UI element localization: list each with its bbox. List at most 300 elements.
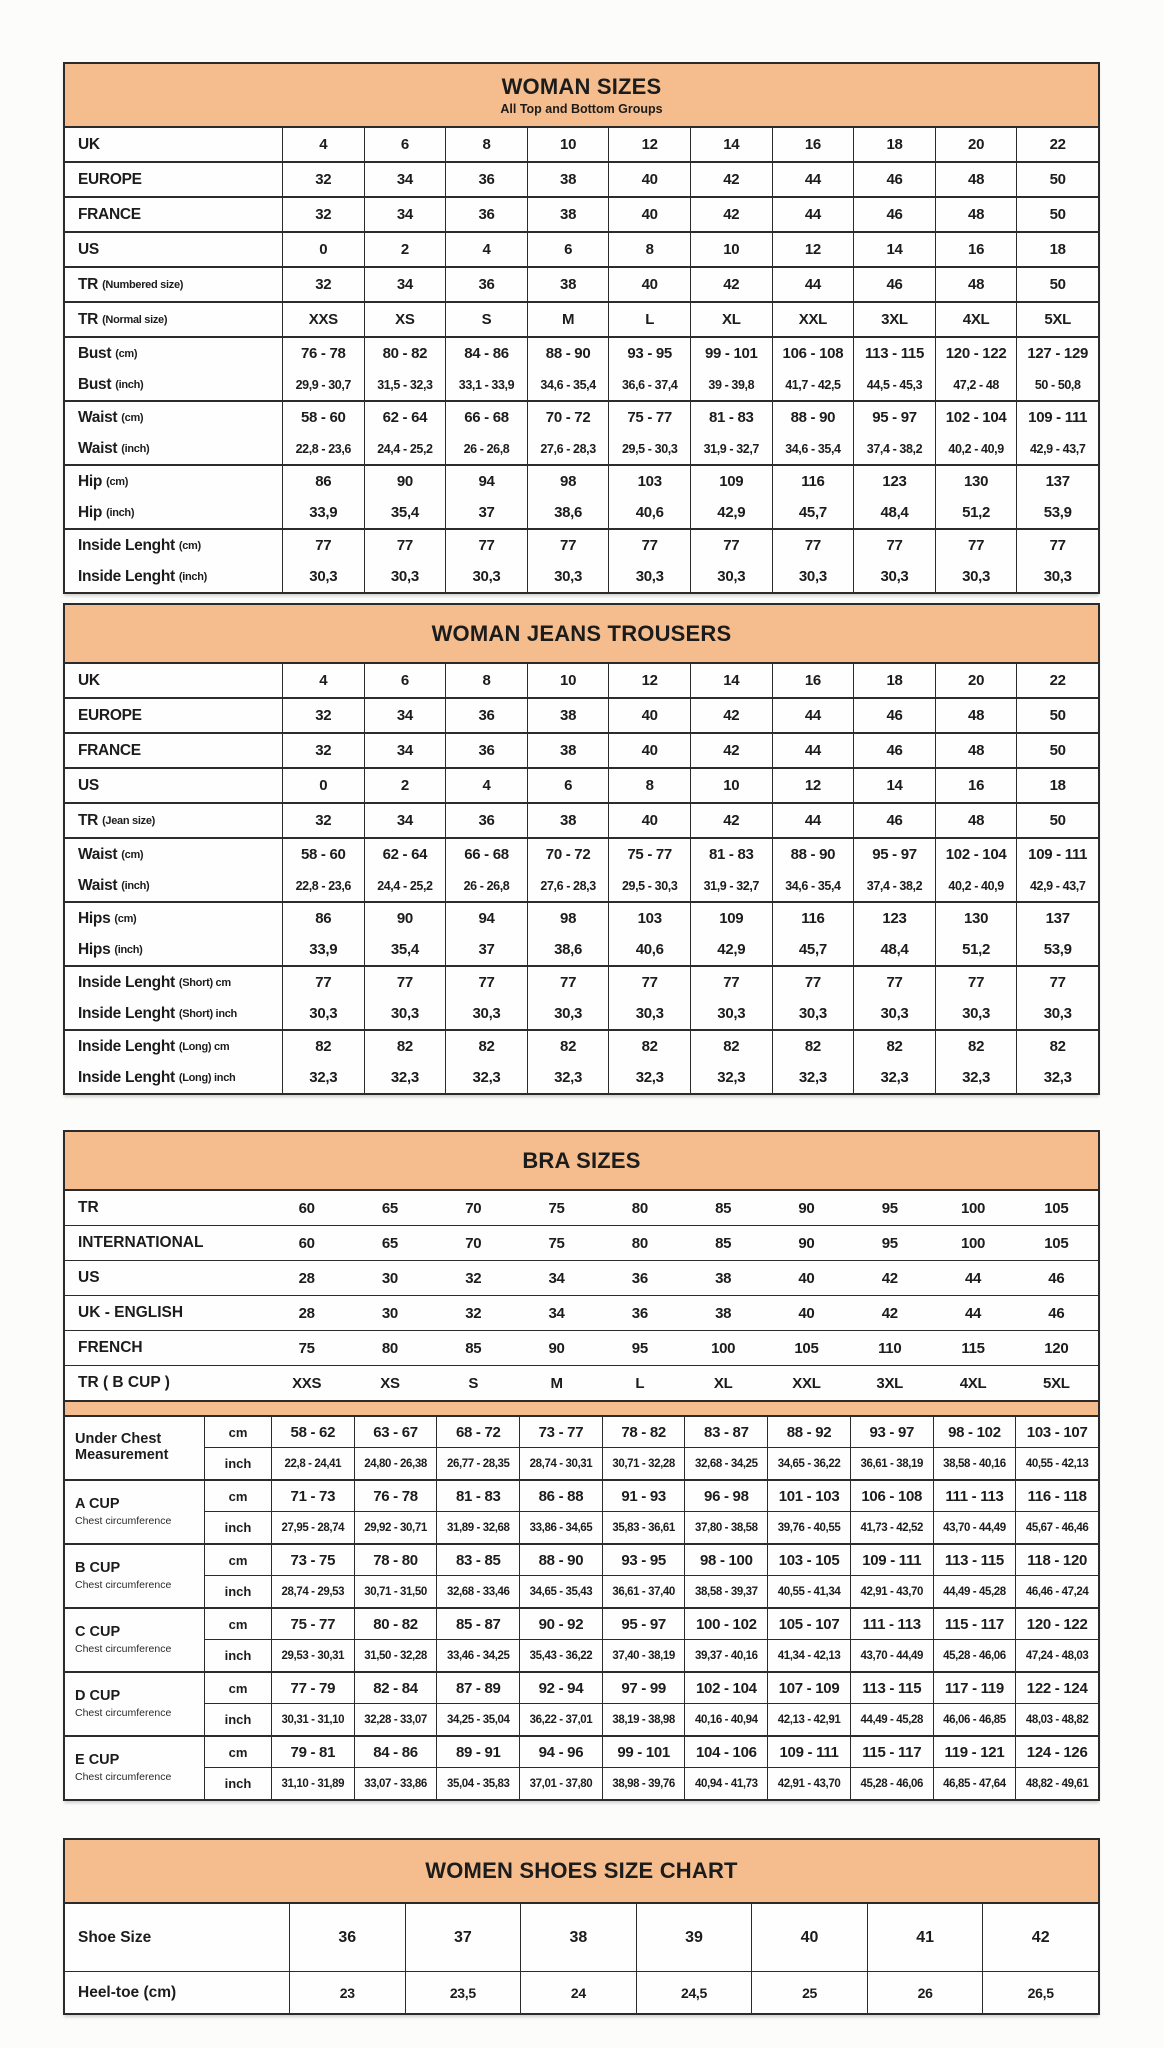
size-value-cell: 34,65 - 35,43 bbox=[519, 1576, 602, 1607]
size-value-cell: 41 bbox=[867, 1904, 983, 1971]
size-value-cell: 124 - 126 bbox=[1015, 1737, 1098, 1768]
size-value-cell: 30,3 bbox=[1016, 561, 1098, 592]
size-value-cell: 34 bbox=[364, 198, 446, 231]
size-value-cell: 12 bbox=[772, 769, 854, 802]
size-value-cell: 35,4 bbox=[364, 497, 446, 528]
table-row bbox=[65, 934, 1098, 965]
size-value-cell: 44 bbox=[772, 699, 854, 732]
size-value-cell: 116 bbox=[772, 903, 854, 934]
row-label-text: FRANCE bbox=[78, 205, 141, 223]
size-value-cell: 30,71 - 32,28 bbox=[602, 1448, 685, 1479]
size-value-cell: 44 bbox=[772, 734, 854, 767]
size-value-cell: 4 bbox=[445, 769, 527, 802]
size-value-cell: 36,6 - 37,4 bbox=[608, 369, 690, 400]
size-value-cell: 32 bbox=[465, 1304, 482, 1322]
row-label bbox=[65, 128, 282, 161]
size-value-cell: 29,92 - 30,71 bbox=[354, 1512, 437, 1543]
size-value-cell: 33,07 - 33,86 bbox=[354, 1768, 437, 1799]
table-row bbox=[65, 466, 1098, 497]
size-value-cell: 43,70 - 44,49 bbox=[850, 1640, 933, 1671]
row-label bbox=[65, 967, 282, 998]
size-value-cell: 10 bbox=[527, 664, 609, 697]
size-value-cell: 80 bbox=[631, 1199, 648, 1217]
size-value-cell: 38,6 bbox=[527, 497, 609, 528]
row-label-unit: (Short) inch bbox=[178, 1007, 237, 1020]
unit-label: inch bbox=[224, 1456, 252, 1471]
size-value-cell: 35,4 bbox=[364, 934, 446, 965]
size-value-cell: 30 bbox=[381, 1304, 398, 1322]
size-value-cell: 29,53 - 30,31 bbox=[271, 1640, 354, 1671]
table-row bbox=[65, 967, 1098, 998]
size-value-cell: 100 bbox=[960, 1199, 986, 1217]
size-value-cell: 82 bbox=[527, 1031, 609, 1062]
table-row-group bbox=[65, 769, 1098, 804]
woman-sizes-subtitle: All Top and Bottom Groups bbox=[500, 102, 663, 116]
table-row bbox=[65, 1366, 1098, 1400]
size-value-cell: 32 bbox=[282, 804, 364, 837]
size-value-cell: 103 - 105 bbox=[767, 1545, 850, 1576]
row-label bbox=[65, 369, 282, 400]
size-value-cell: 63 - 67 bbox=[354, 1417, 437, 1448]
size-value-cell: 3XL bbox=[853, 303, 935, 336]
size-value-cell: XXL bbox=[772, 303, 854, 336]
cup-label-text: A CUP bbox=[75, 1496, 120, 1513]
bra-sizes-title: BRA SIZES bbox=[522, 1147, 641, 1173]
size-value-cell: 46 bbox=[853, 268, 935, 301]
size-value-cell: 27,6 - 28,3 bbox=[527, 433, 609, 464]
woman-jeans-header bbox=[65, 605, 1098, 664]
size-value-cell: 137 bbox=[1016, 466, 1098, 497]
size-value-cell: 30,3 bbox=[772, 998, 854, 1029]
size-value-cell: 77 bbox=[772, 530, 854, 561]
size-value-cell: 10 bbox=[690, 769, 772, 802]
size-value-cell: 103 bbox=[608, 466, 690, 497]
size-value-cell: 90 - 92 bbox=[519, 1609, 602, 1640]
size-value-cell: 46 bbox=[853, 699, 935, 732]
size-value-cell: 36 bbox=[445, 699, 527, 732]
row-label bbox=[65, 1673, 205, 1735]
size-value-cell: 77 bbox=[690, 967, 772, 998]
size-value-cell: 32 bbox=[465, 1269, 482, 1287]
size-value-cell: 37,4 - 38,2 bbox=[853, 433, 935, 464]
woman-sizes-rows bbox=[65, 128, 1098, 592]
cup-label-text: E CUP bbox=[75, 1752, 120, 1769]
size-value-cell: 24,4 - 25,2 bbox=[364, 870, 446, 901]
size-value-cell: 48 bbox=[935, 163, 1017, 196]
size-value-cell: 35,43 - 36,22 bbox=[519, 1640, 602, 1671]
size-value-cell: 109 bbox=[690, 466, 772, 497]
size-value-cell: XXS bbox=[292, 1374, 322, 1392]
size-value-cell: 32,3 bbox=[527, 1062, 609, 1093]
size-value-cell: 33,86 - 34,65 bbox=[519, 1512, 602, 1543]
size-value-cell: 77 - 79 bbox=[271, 1673, 354, 1704]
size-value-cell: 37 bbox=[445, 497, 527, 528]
size-value-cell: 47,2 - 48 bbox=[935, 369, 1017, 400]
row-label bbox=[65, 903, 282, 934]
size-value-cell: 38,58 - 40,16 bbox=[933, 1448, 1016, 1479]
size-value-cell: 65 bbox=[381, 1199, 398, 1217]
row-label bbox=[65, 804, 282, 837]
size-value-cell: 109 bbox=[690, 903, 772, 934]
table-row-group bbox=[65, 699, 1098, 734]
size-value-cell: 34 bbox=[548, 1304, 565, 1322]
size-value-cell: 50 bbox=[1016, 804, 1098, 837]
size-value-cell: 77 bbox=[445, 967, 527, 998]
size-value-cell: S bbox=[468, 1374, 479, 1392]
size-value-cell: 31,5 - 32,3 bbox=[364, 369, 446, 400]
size-value-cell: 77 bbox=[527, 967, 609, 998]
row-label-unit: (Numbered size) bbox=[102, 278, 184, 291]
table-row-group bbox=[65, 338, 1098, 402]
size-value-cell: 37 bbox=[405, 1904, 521, 1971]
cup-label-subtext: Chest circumference bbox=[75, 1706, 172, 1719]
size-value-cell: 85 bbox=[465, 1339, 482, 1357]
table-row bbox=[65, 233, 1098, 266]
unit-label: cm bbox=[205, 1737, 271, 1768]
size-value-cell: 40,6 bbox=[608, 934, 690, 965]
row-label-text: Hips bbox=[78, 909, 111, 927]
unit-label: inch bbox=[224, 1712, 252, 1727]
size-value-cell: 116 - 118 bbox=[1015, 1481, 1098, 1512]
size-value-cell: 10 bbox=[527, 128, 609, 161]
table-row bbox=[65, 268, 1098, 301]
size-value-cell: 34,65 - 36,22 bbox=[767, 1448, 850, 1479]
size-value-cell: 82 bbox=[445, 1031, 527, 1062]
size-value-cell: 122 - 124 bbox=[1015, 1673, 1098, 1704]
size-value-cell: 77 bbox=[527, 530, 609, 561]
size-value-cell: 30,3 bbox=[445, 998, 527, 1029]
size-value-cell: 12 bbox=[772, 233, 854, 266]
size-value-cell: 80 - 82 bbox=[354, 1609, 437, 1640]
size-value-cell: 34 bbox=[364, 268, 446, 301]
size-value-cell: 40 bbox=[608, 699, 690, 732]
size-value-cell: 18 bbox=[1016, 233, 1098, 266]
size-value-cell: 42 bbox=[982, 1904, 1098, 1971]
woman-jeans-rows bbox=[65, 664, 1098, 1093]
size-value-cell: 34 bbox=[364, 734, 446, 767]
size-value-cell: 30,3 bbox=[935, 998, 1017, 1029]
table-row bbox=[65, 903, 1098, 934]
size-value-cell: 123 bbox=[853, 903, 935, 934]
size-value-cell: 24,4 - 25,2 bbox=[364, 433, 446, 464]
size-value-cell: 89 - 91 bbox=[436, 1737, 519, 1768]
row-label-text: EUROPE bbox=[78, 170, 142, 188]
row-label-text: Waist bbox=[78, 876, 118, 894]
size-value-cell: 37,80 - 38,58 bbox=[684, 1512, 767, 1543]
size-value-cell: 38 bbox=[715, 1304, 732, 1322]
size-value-cell: XS bbox=[380, 1374, 400, 1392]
row-label-text: Inside Lenght bbox=[78, 1037, 175, 1055]
size-value-cell: 36 bbox=[445, 268, 527, 301]
size-value-cell: 88 - 92 bbox=[767, 1417, 850, 1448]
table-row bbox=[65, 497, 1098, 528]
size-value-cell: 30,3 bbox=[608, 998, 690, 1029]
size-value-cell: 88 - 90 bbox=[519, 1545, 602, 1576]
row-label bbox=[65, 1737, 205, 1799]
size-value-cell: 36 bbox=[445, 198, 527, 231]
size-value-cell: 16 bbox=[935, 233, 1017, 266]
size-value-cell: 130 bbox=[935, 466, 1017, 497]
table-row bbox=[65, 769, 1098, 802]
size-value-cell: 109 - 111 bbox=[1016, 839, 1098, 870]
row-label: INTERNATIONAL bbox=[78, 1234, 204, 1251]
size-value-cell: 40,2 - 40,9 bbox=[935, 870, 1017, 901]
table-row-group bbox=[65, 967, 1098, 1031]
table-row bbox=[65, 1191, 1098, 1226]
size-value-cell: L bbox=[635, 1374, 645, 1392]
size-value-cell: 82 bbox=[853, 1031, 935, 1062]
size-value-cell: 95 - 97 bbox=[853, 402, 935, 433]
size-value-cell: 22,8 - 24,41 bbox=[271, 1448, 354, 1479]
size-value-cell: 40 bbox=[798, 1269, 815, 1287]
size-value-cell: 50 - 50,8 bbox=[1016, 369, 1098, 400]
table-row-group bbox=[65, 233, 1098, 268]
size-value-cell: 83 - 87 bbox=[684, 1417, 767, 1448]
size-value-cell: 51,2 bbox=[935, 497, 1017, 528]
size-value-cell: 39,37 - 40,16 bbox=[684, 1640, 767, 1671]
size-value-cell: 31,9 - 32,7 bbox=[690, 433, 772, 464]
size-value-cell: 110 bbox=[878, 1339, 902, 1357]
size-value-cell: 46,46 - 47,24 bbox=[1015, 1576, 1098, 1607]
cup-label-text: C CUP bbox=[75, 1624, 121, 1641]
size-value-cell: 48 bbox=[935, 804, 1017, 837]
row-label-unit: (Jean size) bbox=[102, 814, 156, 827]
table-row bbox=[65, 530, 1098, 561]
row-label-text: Inside Lenght bbox=[78, 567, 175, 585]
size-value-cell: 30,3 bbox=[527, 561, 609, 592]
size-value-cell: 32 bbox=[282, 163, 364, 196]
size-value-cell: 10 bbox=[690, 233, 772, 266]
size-value-cell: 22,8 - 23,6 bbox=[282, 433, 364, 464]
size-value-cell: 34,6 - 35,4 bbox=[772, 433, 854, 464]
table-row-group bbox=[65, 466, 1098, 530]
size-value-cell: 5XL bbox=[1016, 303, 1098, 336]
size-value-cell: 44,5 - 45,3 bbox=[853, 369, 935, 400]
size-value-cell: 41,7 - 42,5 bbox=[772, 369, 854, 400]
unit-label: cm bbox=[205, 1673, 271, 1704]
size-value-cell: 75 bbox=[548, 1199, 565, 1217]
size-value-cell: XXL bbox=[792, 1374, 821, 1392]
cup-label-subtext: Chest circumference bbox=[75, 1514, 172, 1527]
size-value-cell: 48 bbox=[935, 734, 1017, 767]
cup-row-group bbox=[65, 1545, 1098, 1609]
women-shoes-table bbox=[63, 1838, 1100, 2015]
size-value-cell: 81 - 83 bbox=[436, 1481, 519, 1512]
size-value-cell: 33,9 bbox=[282, 497, 364, 528]
size-value-cell: 18 bbox=[853, 128, 935, 161]
size-value-cell: 34 bbox=[548, 1269, 565, 1287]
table-row-group bbox=[65, 1031, 1098, 1093]
size-value-cell: 102 - 104 bbox=[935, 839, 1017, 870]
size-value-cell: 120 - 122 bbox=[935, 338, 1017, 369]
size-value-cell: 31,9 - 32,7 bbox=[690, 870, 772, 901]
unit-label: cm bbox=[205, 1609, 271, 1640]
size-value-cell: 4 bbox=[282, 664, 364, 697]
table-row bbox=[65, 198, 1098, 231]
size-value-cell: 36 bbox=[445, 804, 527, 837]
size-value-cell: 14 bbox=[853, 233, 935, 266]
size-value-cell: 22 bbox=[1016, 664, 1098, 697]
row-label bbox=[65, 664, 282, 697]
cup-row-group bbox=[65, 1481, 1098, 1545]
size-value-cell: 80 bbox=[381, 1339, 398, 1357]
size-value-cell: 94 bbox=[445, 903, 527, 934]
size-value-cell: 82 bbox=[1016, 1031, 1098, 1062]
size-value-cell: 77 bbox=[608, 967, 690, 998]
row-label-unit: (inch) bbox=[115, 378, 144, 391]
size-value-cell: 46,85 - 47,64 bbox=[933, 1768, 1016, 1799]
size-value-cell: 98 bbox=[527, 903, 609, 934]
size-value-cell: 36,61 - 38,19 bbox=[850, 1448, 933, 1479]
size-value-cell: 117 - 119 bbox=[933, 1673, 1016, 1704]
row-label-unit: (cm) bbox=[106, 475, 129, 488]
row-label bbox=[65, 1031, 282, 1062]
size-value-cell: 95 bbox=[881, 1199, 898, 1217]
size-value-cell: 30,3 bbox=[608, 561, 690, 592]
size-value-cell: 84 - 86 bbox=[354, 1737, 437, 1768]
size-value-cell: 28 bbox=[298, 1269, 315, 1287]
table-row bbox=[65, 699, 1098, 732]
size-value-cell: 48,82 - 49,61 bbox=[1015, 1768, 1098, 1799]
table-row-group bbox=[65, 664, 1098, 699]
size-value-cell: 50 bbox=[1016, 699, 1098, 732]
row-label-unit: (cm) bbox=[114, 912, 137, 925]
size-value-cell: 90 bbox=[364, 466, 446, 497]
size-value-cell: 30,3 bbox=[364, 561, 446, 592]
row-label bbox=[65, 1481, 205, 1543]
size-value-cell: 45,67 - 46,46 bbox=[1015, 1512, 1098, 1543]
table-row bbox=[65, 1331, 1098, 1366]
table-row-group bbox=[65, 303, 1098, 338]
size-value-cell: 45,7 bbox=[772, 497, 854, 528]
row-label-unit: (inch) bbox=[178, 570, 207, 583]
size-value-cell: L bbox=[608, 303, 690, 336]
size-value-cell: 32,3 bbox=[364, 1062, 446, 1093]
row-label bbox=[65, 998, 282, 1029]
table-row bbox=[65, 303, 1098, 336]
size-value-cell: 75 - 77 bbox=[271, 1609, 354, 1640]
size-value-cell: 58 - 62 bbox=[271, 1417, 354, 1448]
size-value-cell: 77 bbox=[935, 967, 1017, 998]
size-value-cell: 111 - 113 bbox=[933, 1481, 1016, 1512]
size-value-cell: 77 bbox=[853, 530, 935, 561]
size-value-cell: 76 - 78 bbox=[354, 1481, 437, 1512]
size-value-cell: 105 - 107 bbox=[767, 1609, 850, 1640]
size-value-cell: 87 - 89 bbox=[436, 1673, 519, 1704]
row-label bbox=[65, 497, 282, 528]
row-label-unit: (inch) bbox=[121, 879, 150, 892]
size-value-cell: 42,9 bbox=[690, 934, 772, 965]
row-label bbox=[65, 402, 282, 433]
row-label-text: US bbox=[78, 776, 99, 794]
size-value-cell: 36,22 - 37,01 bbox=[519, 1704, 602, 1735]
size-value-cell: 73 - 77 bbox=[519, 1417, 602, 1448]
row-label-text: Waist bbox=[78, 845, 118, 863]
size-value-cell: 8 bbox=[608, 769, 690, 802]
row-label bbox=[65, 433, 282, 464]
size-value-cell: 30 bbox=[381, 1269, 398, 1287]
size-value-cell: 85 bbox=[715, 1234, 732, 1252]
size-value-cell: 98 - 100 bbox=[684, 1545, 767, 1576]
row-label-unit: (cm) bbox=[121, 848, 144, 861]
size-value-cell: 46 bbox=[853, 734, 935, 767]
row-label-text: EUROPE bbox=[78, 706, 142, 724]
size-value-cell: 34 bbox=[364, 163, 446, 196]
size-value-cell: 71 - 73 bbox=[271, 1481, 354, 1512]
size-value-cell: 31,10 - 31,89 bbox=[271, 1768, 354, 1799]
size-value-cell: 97 - 99 bbox=[602, 1673, 685, 1704]
size-value-cell: 70 bbox=[465, 1234, 482, 1252]
table-row bbox=[65, 839, 1098, 870]
size-value-cell: 41,34 - 42,13 bbox=[767, 1640, 850, 1671]
size-value-cell: 45,7 bbox=[772, 934, 854, 965]
size-value-cell: 77 bbox=[608, 530, 690, 561]
size-value-cell: 37 bbox=[445, 934, 527, 965]
size-value-cell: 36 bbox=[631, 1304, 648, 1322]
size-value-cell: 43,70 - 44,49 bbox=[933, 1512, 1016, 1543]
size-value-cell: 70 - 72 bbox=[527, 839, 609, 870]
table-row bbox=[65, 402, 1098, 433]
row-label-unit: (cm) bbox=[178, 539, 201, 552]
size-value-cell: 42 bbox=[690, 804, 772, 837]
row-label: UK - ENGLISH bbox=[78, 1304, 184, 1321]
row-label bbox=[65, 699, 282, 732]
size-value-cell: 109 - 111 bbox=[767, 1737, 850, 1768]
size-value-cell: 14 bbox=[690, 664, 772, 697]
size-value-cell: 91 - 93 bbox=[602, 1481, 685, 1512]
size-value-cell: 29,5 - 30,3 bbox=[608, 870, 690, 901]
row-label-unit: (cm) bbox=[115, 347, 138, 360]
size-value-cell: 103 - 107 bbox=[1015, 1417, 1098, 1448]
size-value-cell: 50 bbox=[1016, 268, 1098, 301]
size-value-cell: 40,16 - 40,94 bbox=[684, 1704, 767, 1735]
size-value-cell: 77 bbox=[364, 530, 446, 561]
size-value-cell: 51,2 bbox=[935, 934, 1017, 965]
size-value-cell: 100 bbox=[960, 1234, 986, 1252]
size-value-cell: 77 bbox=[772, 967, 854, 998]
row-label-text: Hip bbox=[78, 472, 103, 490]
size-value-cell: 40 bbox=[608, 163, 690, 196]
size-value-cell: 36 bbox=[445, 734, 527, 767]
size-value-cell: 86 bbox=[282, 903, 364, 934]
size-value-cell: 6 bbox=[364, 664, 446, 697]
size-value-cell: 34,6 - 35,4 bbox=[527, 369, 609, 400]
row-label bbox=[65, 734, 282, 767]
size-value-cell: 39 - 39,8 bbox=[690, 369, 772, 400]
size-value-cell: 32,3 bbox=[282, 1062, 364, 1093]
size-value-cell: 95 - 97 bbox=[853, 839, 935, 870]
size-value-cell: 30,3 bbox=[282, 561, 364, 592]
size-value-cell: 38 bbox=[527, 268, 609, 301]
size-value-cell: 38 bbox=[527, 804, 609, 837]
size-value-cell: 38 bbox=[527, 163, 609, 196]
size-value-cell: 22 bbox=[1016, 128, 1098, 161]
size-value-cell: 6 bbox=[527, 769, 609, 802]
row-label bbox=[65, 870, 282, 901]
row-label-text: FRANCE bbox=[78, 741, 141, 759]
size-value-cell: 42 bbox=[690, 268, 772, 301]
size-value-cell: 94 - 96 bbox=[519, 1737, 602, 1768]
size-value-cell: 88 - 90 bbox=[772, 402, 854, 433]
size-value-cell: 90 bbox=[798, 1234, 815, 1252]
size-value-cell: 32,3 bbox=[608, 1062, 690, 1093]
size-value-cell: 38,6 bbox=[527, 934, 609, 965]
table-row bbox=[65, 1296, 1098, 1331]
size-value-cell: 105 bbox=[1044, 1199, 1069, 1217]
size-value-cell: 41,73 - 42,52 bbox=[850, 1512, 933, 1543]
size-value-cell: 32 bbox=[282, 198, 364, 231]
row-label bbox=[65, 561, 282, 592]
